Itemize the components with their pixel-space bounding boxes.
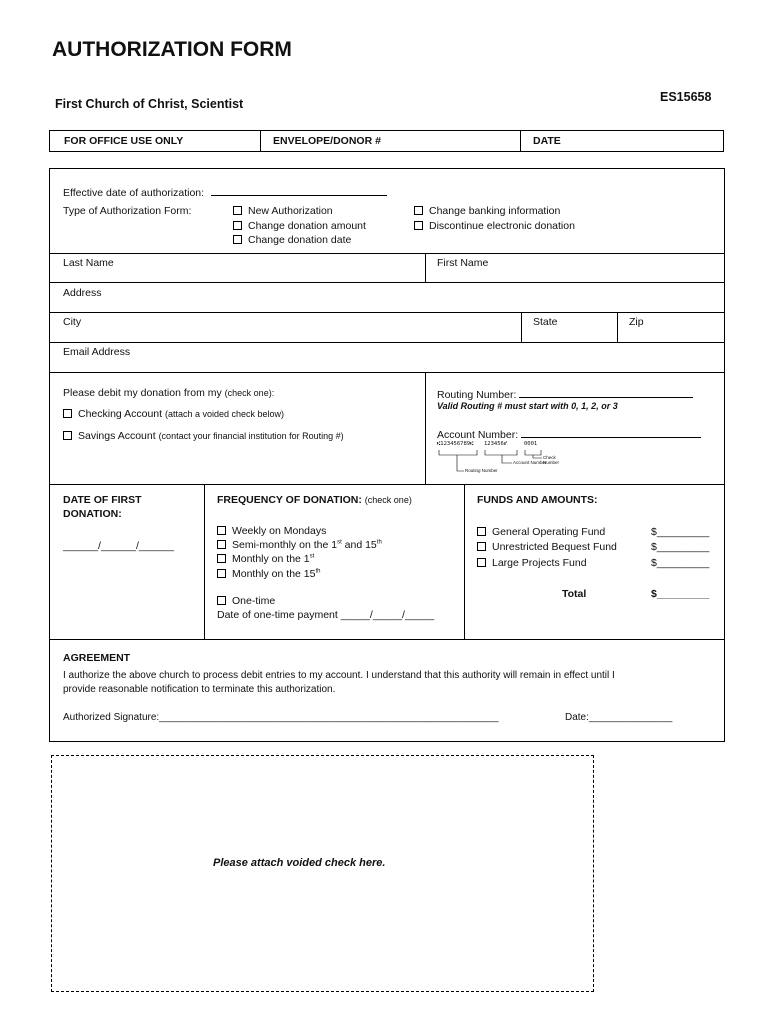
freq-label: Monthly on the 1 — [232, 553, 310, 565]
account-input[interactable] — [521, 427, 701, 438]
checkbox[interactable] — [217, 569, 226, 578]
option-change-date[interactable] — [233, 234, 351, 246]
form-code: ES15658 — [660, 90, 712, 104]
freq-sup: st — [337, 539, 342, 546]
office-date-field[interactable]: DATE — [533, 135, 561, 147]
office-use-label: FOR OFFICE USE ONLY — [64, 135, 184, 147]
option-label: Change donation amount — [248, 220, 366, 232]
debit-prompt-note: (check one): — [224, 388, 275, 398]
freq-one-time[interactable] — [217, 595, 275, 607]
freq-label: Semi-monthly on the 1 — [232, 539, 338, 551]
frequency-label: FREQUENCY OF DONATION: — [217, 494, 362, 506]
checkbox[interactable] — [233, 235, 242, 244]
checking-note: (attach a voided check below) — [164, 409, 285, 419]
last-name-field[interactable]: Last Name — [63, 257, 114, 269]
checkbox[interactable] — [233, 221, 242, 230]
fund-label: General Operating Fund — [492, 526, 606, 538]
email-field[interactable]: Email Address — [63, 346, 131, 358]
agreement-heading: AGREEMENT — [63, 652, 131, 664]
checkbox[interactable] — [217, 540, 226, 549]
micr-check-digits: 0001 — [524, 441, 538, 447]
agreement-text-line1: I authorize the above church to process debit entries to my account. I understand that this authority will remain in effect until I — [63, 670, 615, 681]
checkbox[interactable] — [217, 596, 226, 605]
freq-label: One-time — [232, 595, 276, 607]
fund-label: Large Projects Fund — [492, 557, 587, 569]
option-change-amount[interactable] — [233, 220, 366, 232]
routing-label: Routing Number: — [437, 389, 517, 401]
address-field[interactable]: Address — [63, 287, 102, 299]
first-donation-label-line2: DONATION: — [63, 508, 122, 520]
routing-note: Valid Routing # must start with 0, 1, 2, or 3 — [437, 401, 618, 411]
state-field[interactable]: State — [533, 316, 558, 328]
voided-check-area — [51, 755, 594, 992]
auth-type-label: Type of Authorization Form: — [63, 205, 192, 217]
checkbox[interactable] — [414, 206, 423, 215]
fund-bequest-amount[interactable]: $_________ — [651, 541, 710, 553]
office-use-bar — [49, 130, 724, 152]
freq-label: and 15 — [341, 539, 377, 551]
freq-semi-monthly[interactable] — [217, 539, 382, 551]
authorization-form-body — [49, 168, 725, 742]
freq-monthly-15th[interactable] — [217, 568, 321, 580]
effective-date-input[interactable] — [211, 185, 387, 196]
authorized-signature-field[interactable]: Authorized Signature:_____________________________________________________________ — [63, 712, 499, 723]
option-new-authorization[interactable] — [233, 205, 333, 217]
fund-label: Unrestricted Bequest Fund — [492, 541, 617, 553]
freq-weekly[interactable] — [217, 525, 326, 537]
fund-general-amount[interactable]: $_________ — [651, 526, 710, 538]
legend-check-number: Check Number — [543, 455, 560, 465]
first-donation-label-line1: DATE OF FIRST — [63, 494, 142, 506]
zip-field[interactable]: Zip — [629, 316, 644, 328]
one-time-date-input[interactable]: Date of one-time payment _____/_____/_____ — [217, 609, 435, 621]
checkbox[interactable] — [217, 554, 226, 563]
form-title: AUTHORIZATION FORM — [52, 38, 292, 61]
option-discontinue[interactable] — [414, 220, 575, 232]
fund-bequest[interactable] — [477, 541, 617, 553]
account-label: Account Number: — [437, 429, 519, 441]
account-number-row[interactable] — [437, 427, 701, 441]
checkbox[interactable] — [414, 221, 423, 230]
option-label: Change donation date — [248, 234, 352, 246]
checkbox[interactable] — [217, 526, 226, 535]
total-label: Total — [562, 588, 587, 600]
routing-number-row[interactable] — [437, 387, 693, 401]
routing-input[interactable] — [519, 387, 693, 398]
freq-monthly-1st[interactable] — [217, 553, 314, 565]
checkbox[interactable] — [63, 409, 72, 418]
first-donation-date-input[interactable]: ______/______/______ — [63, 540, 174, 552]
checkbox[interactable] — [63, 431, 72, 440]
fund-general[interactable] — [477, 526, 605, 538]
freq-sup: th — [376, 539, 382, 546]
fund-large-projects[interactable] — [477, 557, 587, 569]
effective-date-label: Effective date of authorization: — [63, 187, 205, 199]
legend-routing-number: Routing Number — [465, 468, 498, 473]
frequency-note: (check one) — [364, 495, 412, 505]
micr-routing-digits: ⑆123456789⑆ — [437, 441, 474, 447]
checkbox[interactable] — [477, 558, 486, 567]
city-field[interactable]: City — [63, 316, 82, 328]
signature-date-field[interactable]: Date:_______________ — [565, 712, 673, 723]
freq-sup: th — [315, 568, 321, 575]
freq-label: Weekly on Mondays — [232, 525, 327, 537]
effective-date-row[interactable] — [63, 185, 387, 199]
first-name-field[interactable]: First Name — [437, 257, 489, 269]
option-change-banking[interactable] — [414, 205, 560, 217]
total-amount[interactable]: $_________ — [651, 588, 710, 600]
envelope-donor-field[interactable]: ENVELOPE/DONOR # — [273, 135, 381, 147]
micr-account-digits: 123456⑈ — [484, 441, 508, 447]
debit-prompt — [63, 387, 274, 399]
legend-account-number: Account Number — [513, 460, 547, 465]
checkbox[interactable] — [477, 527, 486, 536]
checkbox[interactable] — [233, 206, 242, 215]
freq-label: Monthly on the 15 — [232, 568, 316, 580]
checkbox[interactable] — [477, 542, 486, 551]
debit-prompt-text: Please debit my donation from my — [63, 387, 222, 399]
check-number-diagram — [437, 441, 567, 479]
agreement-text-line2: provide reasonable notification to terminate this authorization. — [63, 684, 336, 695]
checking-label: Checking Account — [78, 408, 163, 420]
church-name: First Church of Christ, Scientist — [55, 97, 244, 111]
attach-check-text: Please attach voided check here. — [213, 857, 386, 869]
option-label: Change banking information — [429, 205, 561, 217]
savings-note: (contact your financial institution for Routing #) — [158, 431, 344, 441]
checking-account-option[interactable] — [63, 408, 284, 420]
freq-sup: st — [309, 553, 315, 560]
funds-label: FUNDS AND AMOUNTS: — [477, 494, 598, 506]
frequency-heading — [217, 494, 412, 506]
savings-account-option[interactable] — [63, 430, 344, 442]
fund-large-projects-amount[interactable]: $_________ — [651, 557, 710, 569]
option-label: Discontinue electronic donation — [429, 220, 575, 232]
savings-label: Savings Account — [78, 430, 156, 442]
option-label: New Authorization — [248, 205, 333, 217]
